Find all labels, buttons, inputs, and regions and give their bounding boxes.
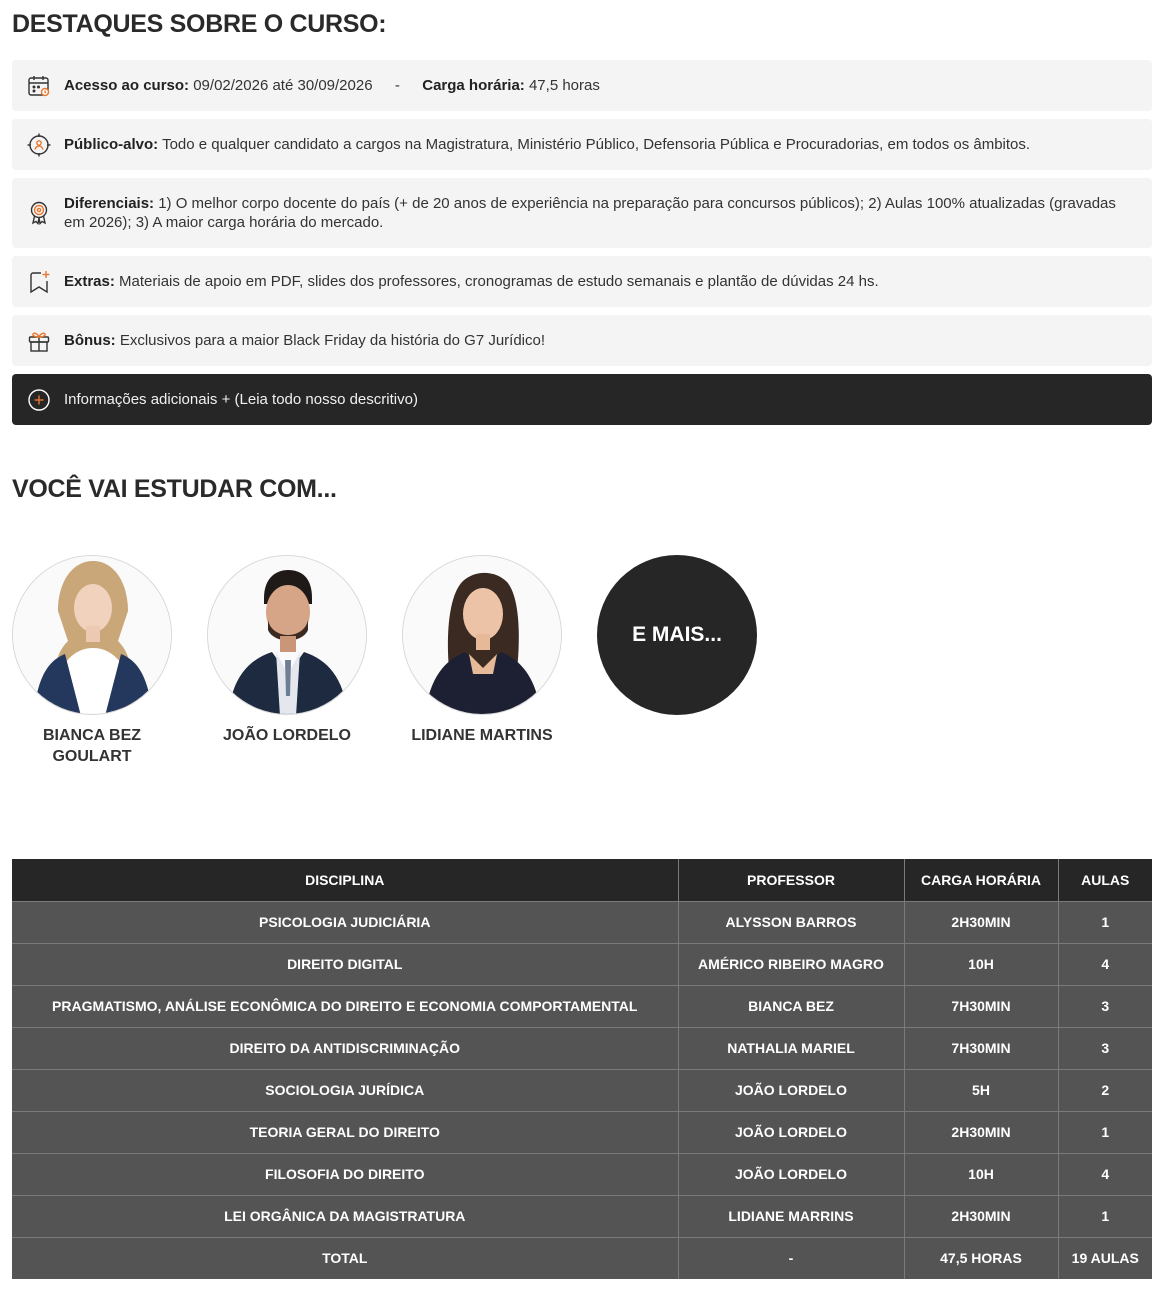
bonus-value: Exclusivos para a maior Black Friday da história do G7 Jurídico! <box>119 332 546 349</box>
table-row <box>12 901 1152 943</box>
extras-box <box>12 256 1152 307</box>
disciplines-table <box>12 859 1152 1279</box>
teacher-name: BIANCA BEZ GOULART <box>42 727 142 765</box>
teacher-photo <box>12 555 172 715</box>
table-row <box>12 985 1152 1027</box>
cell-professor: AMÉRICO RIBEIRO MAGRO <box>678 943 904 985</box>
cell-total-professor: - <box>678 1237 904 1279</box>
cell-classes: 3 <box>1058 985 1152 1027</box>
table-row <box>12 943 1152 985</box>
cell-classes: 1 <box>1058 1111 1152 1153</box>
more-info-button[interactable] <box>12 374 1152 425</box>
more-info-label: Informações adicionais + (Leia todo nosso descritivo) <box>64 391 418 408</box>
access-separator: - <box>394 77 400 94</box>
teacher-name: LIDIANE MARTINS <box>411 727 553 744</box>
cell-classes: 1 <box>1058 901 1152 943</box>
differentials-box <box>12 178 1152 248</box>
audience-value: Todo e qualquer candidato a cargos na Magistratura, Ministério Público, Defensoria Pública e Procuradorias, em todos os âmbitos. <box>162 136 1031 153</box>
cell-professor: JOÃO LORDELO <box>678 1153 904 1195</box>
teachers-title: VOCÊ VAI ESTUDAR COM... <box>12 475 337 503</box>
hours-value: 47,5 horas <box>528 77 600 94</box>
extras-value: Materiais de apoio em PDF, slides dos professores, cronogramas de estudo semanais e plantão de dúvidas 24 hs. <box>119 273 879 290</box>
table-row <box>12 1195 1152 1237</box>
cell-discipline: LEI ORGÂNICA DA MAGISTRATURA <box>12 1195 678 1237</box>
cell-classes: 4 <box>1058 1153 1152 1195</box>
table-row <box>12 1153 1152 1195</box>
cell-total-label: TOTAL <box>12 1237 678 1279</box>
header-discipline: DISCIPLINA <box>12 859 678 901</box>
extras-label: Extras: <box>64 273 115 290</box>
cell-discipline: DIREITO DIGITAL <box>12 943 678 985</box>
cell-professor: JOÃO LORDELO <box>678 1069 904 1111</box>
header-professor: PROFESSOR <box>678 859 904 901</box>
cell-discipline: PRAGMATISMO, ANÁLISE ECONÔMICA DO DIREITO E ECONOMIA COMPORTAMENTAL <box>12 985 678 1027</box>
cell-professor: ALYSSON BARROS <box>678 901 904 943</box>
cell-hours: 7H30MIN <box>904 1027 1058 1069</box>
cell-discipline: PSICOLOGIA JUDICIÁRIA <box>12 901 678 943</box>
more-teachers-label: E MAIS... <box>597 555 757 715</box>
header-classes: AULAS <box>1058 859 1152 901</box>
cell-classes: 2 <box>1058 1069 1152 1111</box>
cell-professor: NATHALIA MARIEL <box>678 1027 904 1069</box>
cell-classes: 1 <box>1058 1195 1152 1237</box>
cell-professor: JOÃO LORDELO <box>678 1111 904 1153</box>
cell-hours: 7H30MIN <box>904 985 1058 1027</box>
header-hours: CARGA HORÁRIA <box>904 859 1058 901</box>
cell-discipline: DIREITO DA ANTIDISCRIMINAÇÃO <box>12 1027 678 1069</box>
access-value: 09/02/2026 até 30/09/2026 <box>193 77 373 94</box>
cell-total-hours: 47,5 HORAS <box>904 1237 1058 1279</box>
teacher-name: JOÃO LORDELO <box>222 727 351 744</box>
cell-hours: 2H30MIN <box>904 1195 1058 1237</box>
gift-icon <box>26 328 52 354</box>
teacher-card[interactable] <box>12 555 172 767</box>
differentials-value: 1) O melhor corpo docente do país (+ de 20 anos de experiência na preparação para concursos públicos); 2) Aulas 100% atualizadas (gravadas em 2026); 3) A maior carga horária do mercado. <box>64 195 1116 231</box>
cell-hours: 2H30MIN <box>904 1111 1058 1153</box>
table-row <box>12 1111 1152 1153</box>
cell-discipline: TEORIA GERAL DO DIREITO <box>12 1111 678 1153</box>
teacher-photo <box>207 555 367 715</box>
bonus-label: Bônus: <box>64 332 116 349</box>
target-audience-icon <box>26 132 52 158</box>
cell-classes: 4 <box>1058 943 1152 985</box>
highlights-title: DESTAQUES SOBRE O CURSO: <box>12 10 387 38</box>
differentials-label: Diferenciais: <box>64 195 155 212</box>
table-row <box>12 1027 1152 1069</box>
teacher-card[interactable] <box>402 555 562 746</box>
calendar-icon <box>26 73 52 99</box>
audience-box <box>12 119 1152 170</box>
cell-professor: LIDIANE MARRINS <box>678 1195 904 1237</box>
bookmark-plus-icon <box>26 269 52 295</box>
cell-hours: 5H <box>904 1069 1058 1111</box>
cell-hours: 2H30MIN <box>904 901 1058 943</box>
table-header-row <box>12 859 1152 901</box>
cell-hours: 10H <box>904 1153 1058 1195</box>
audience-label: Público-alvo: <box>64 136 159 153</box>
bonus-box <box>12 315 1152 366</box>
cell-total-classes: 19 AULAS <box>1058 1237 1152 1279</box>
cell-discipline: SOCIOLOGIA JURÍDICA <box>12 1069 678 1111</box>
hours-label: Carga horária: <box>422 77 525 94</box>
access-box <box>12 60 1152 111</box>
teacher-card[interactable] <box>207 555 367 746</box>
cell-professor: BIANCA BEZ <box>678 985 904 1027</box>
cell-discipline: FILOSOFIA DO DIREITO <box>12 1153 678 1195</box>
cell-hours: 10H <box>904 943 1058 985</box>
plus-circle-icon <box>26 387 52 413</box>
teacher-photo <box>402 555 562 715</box>
more-teachers-button[interactable] <box>597 555 757 715</box>
cell-classes: 3 <box>1058 1027 1152 1069</box>
award-medal-icon <box>26 200 52 226</box>
access-label: Acesso ao curso: <box>64 77 190 94</box>
table-total-row <box>12 1237 1152 1279</box>
table-row <box>12 1069 1152 1111</box>
